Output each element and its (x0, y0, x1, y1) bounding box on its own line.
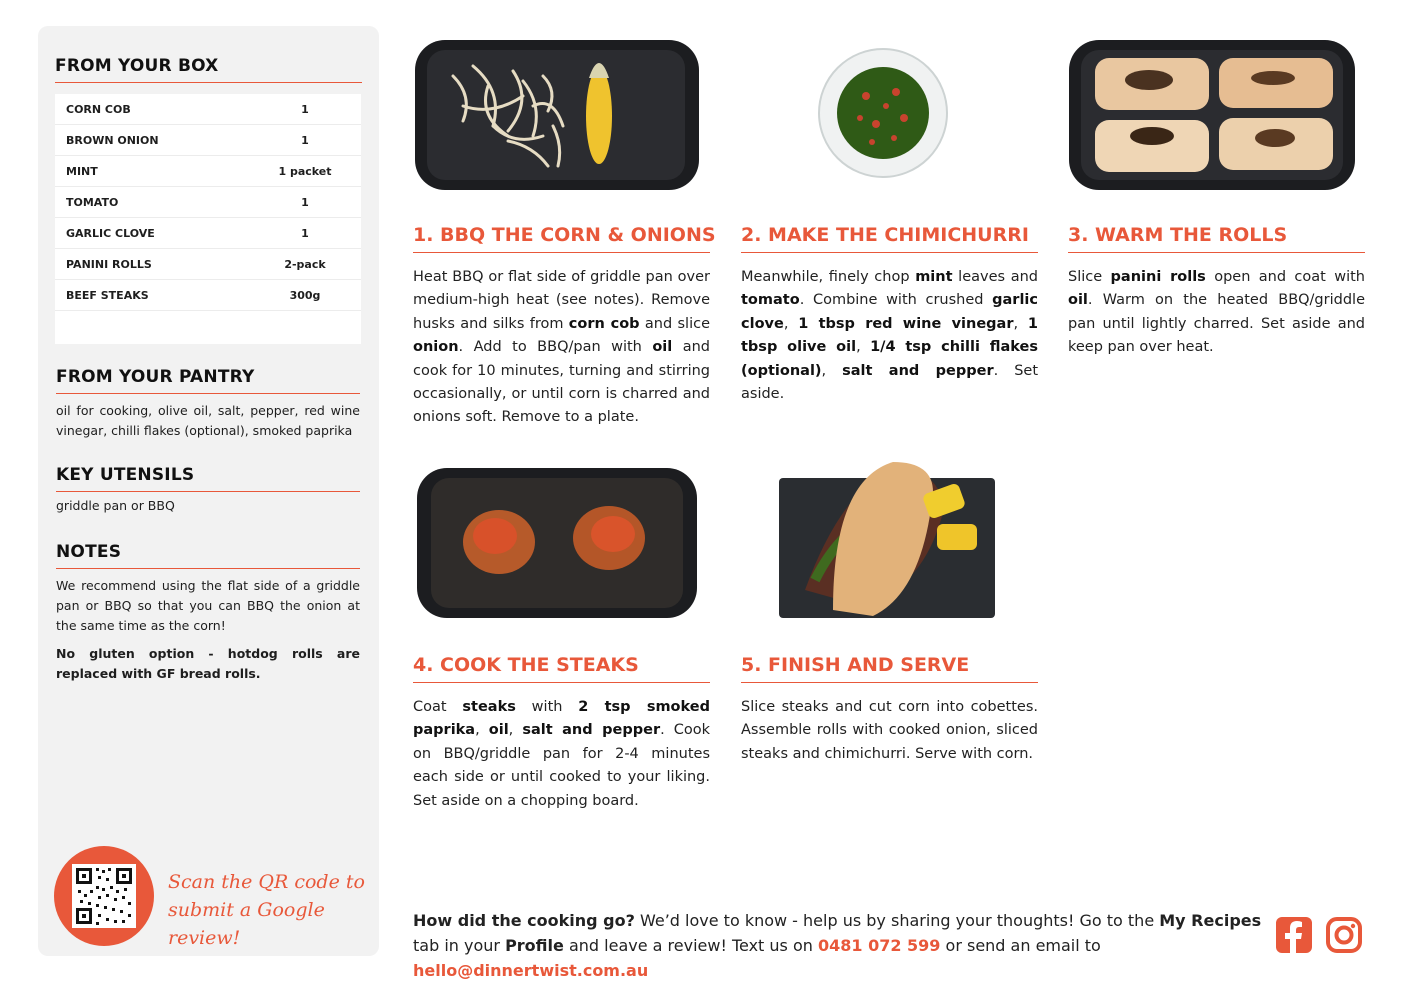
step-2-text (741, 266, 1038, 406)
step-keyword: corn cob (568, 315, 640, 332)
step-text: Coat (413, 699, 463, 715)
step-1-text (413, 266, 710, 430)
step-text: Slice steaks and cut corn into cobettes. Assemble rolls with cooked onion, sliced steaks and chimichurri. Serve with corn. (741, 699, 1038, 762)
step-5-title: 5. FINISH AND SERVE (741, 654, 1038, 683)
step-3-text (1068, 266, 1365, 360)
photo-chimichurri (816, 46, 950, 180)
step-keyword: garlic clove (741, 292, 1038, 332)
step-keyword: 1 tbsp olive oil (741, 315, 1039, 356)
step-keyword: steaks (462, 699, 516, 715)
step-text: Heat BBQ or flat side of griddle pan over medium-high heat (see notes). Remove husks and silks from (413, 269, 710, 332)
step-3-title: 3. WARM THE ROLLS (1068, 224, 1365, 253)
table-row (55, 156, 361, 187)
ingredient-name: BROWN ONION (66, 133, 159, 147)
table-row (55, 125, 361, 156)
step-keyword: salt and pepper (842, 362, 994, 379)
profile-label: Profile (505, 936, 564, 955)
phone-link[interactable]: 0481 072 599 (817, 936, 941, 955)
ingredient-qty: 1 (301, 195, 309, 209)
qr-caption-line: Scan the QR code to (168, 871, 365, 893)
step-text: open and coat with (1205, 269, 1365, 285)
ingredient-name: PANINI ROLLS (66, 257, 152, 271)
step-keyword: 1 tbsp red wine vinegar (798, 315, 1014, 332)
photo-warm-rolls (1067, 36, 1357, 194)
my-recipes-tab: My Recipes (1159, 911, 1262, 930)
step-keyword: 2 tsp smoked paprika (413, 699, 710, 739)
step-2-title: 2. MAKE THE CHIMICHURRI (741, 224, 1038, 253)
footer-text: and leave a review! Text us on (563, 936, 818, 955)
sidebar (38, 26, 379, 956)
step-4-title: 4. COOK THE STEAKS (413, 654, 710, 683)
step-text: , (783, 315, 799, 332)
table-row (55, 249, 361, 280)
ingredient-name: MINT (66, 164, 98, 178)
ingredient-name: BEEF STEAKS (66, 288, 149, 302)
step-keyword: panini rolls (1110, 269, 1206, 285)
email-link[interactable]: hello@dinnertwist.com.au (413, 961, 649, 980)
ingredient-qty: 300g (289, 288, 321, 302)
qr-caption-line: submit a Google review! (168, 899, 325, 949)
step-keyword: oil (1068, 292, 1088, 309)
footer-text: tab in your (413, 936, 506, 955)
step-text: . Set aside. (741, 362, 1039, 403)
step-keyword: mint (915, 269, 953, 285)
qr-code[interactable] (72, 864, 136, 928)
step-text: leaves and (952, 269, 1039, 285)
step-text: and slice (639, 315, 710, 332)
notes-title: NOTES (56, 542, 360, 569)
from-box-title: FROM YOUR BOX (55, 56, 362, 83)
step-keyword: salt and pepper (522, 722, 661, 739)
footer-text: We’d love to know - help us by sharing your thoughts! Go to the (634, 911, 1160, 930)
step-text: , (1013, 315, 1028, 332)
ingredient-qty: 2-pack (284, 257, 326, 271)
table-row (55, 218, 361, 249)
ingredient-qty: 1 (301, 102, 309, 116)
qr-badge (54, 846, 154, 946)
table-row (55, 187, 361, 218)
ingredient-qty: 1 (301, 133, 309, 147)
utensils-text: griddle pan or BBQ (56, 498, 175, 513)
step-text: Meanwhile, finely chop (741, 269, 916, 285)
table-row (55, 94, 361, 125)
footer-text: or send an email to (940, 936, 1101, 955)
ingredients-table (55, 94, 361, 344)
ingredient-name: GARLIC CLOVE (66, 226, 155, 240)
step-keyword: onion (413, 339, 459, 356)
notes-text: We recommend using the flat side of a griddle pan or BBQ so that you can BBQ the onion at the same time as the corn! (56, 578, 360, 633)
step-text: and cook for 10 minutes, turning and stirring occasionally, or until corn is charred and onions soft. Remove to a plate. (413, 339, 710, 426)
step-text: , (508, 722, 523, 739)
pantry-title: FROM YOUR PANTRY (56, 367, 360, 394)
footer-question: How did the cooking go? (413, 911, 635, 930)
instagram-icon[interactable] (1325, 916, 1363, 954)
qr-caption (168, 868, 368, 952)
ingredient-name: TOMATO (66, 195, 119, 209)
step-text: , (821, 362, 843, 379)
facebook-icon[interactable] (1275, 916, 1313, 954)
step-text: . Cook on BBQ/griddle pan for 2-4 minutes each side or until cooked to your liking. Set aside on a chopping board. (413, 722, 711, 809)
step-4-text (413, 696, 710, 813)
utensils-title: KEY UTENSILS (56, 465, 360, 492)
ingredient-qty: 1 packet (278, 164, 332, 178)
step-text: , (475, 722, 489, 739)
photo-corn-onions (413, 36, 701, 194)
step-1-title: 1. BBQ THE CORN & ONIONS (413, 224, 710, 253)
table-row (55, 280, 361, 311)
notes-gluten-option: No gluten option - hotdog rolls are replaced with GF bread rolls. (56, 646, 360, 681)
step-text: . Combine with crushed (799, 292, 993, 309)
review-footer (413, 908, 1263, 983)
photo-finish-serve (775, 460, 997, 628)
step-text: . Add to BBQ/pan with (458, 339, 653, 356)
step-text: Slice (1068, 269, 1111, 285)
step-keyword: oil (488, 722, 509, 739)
step-text: , (856, 339, 871, 356)
pantry-text: oil for cooking, olive oil, salt, pepper, red wine vinegar, chilli flakes (optional), smoked paprika (56, 403, 360, 438)
ingredient-name: CORN COB (66, 102, 131, 116)
step-keyword: tomato (741, 292, 800, 309)
ingredient-qty: 1 (301, 226, 309, 240)
step-keyword: 1/4 tsp chilli flakes (optional) (741, 339, 1039, 379)
photo-steaks (415, 464, 699, 622)
step-keyword: oil (652, 339, 673, 356)
step-text: . Warm on the heated BBQ/griddle pan until lightly charred. Set aside and keep pan over heat. (1068, 292, 1365, 356)
step-text: with (515, 699, 579, 715)
step-5-text (741, 696, 1038, 766)
